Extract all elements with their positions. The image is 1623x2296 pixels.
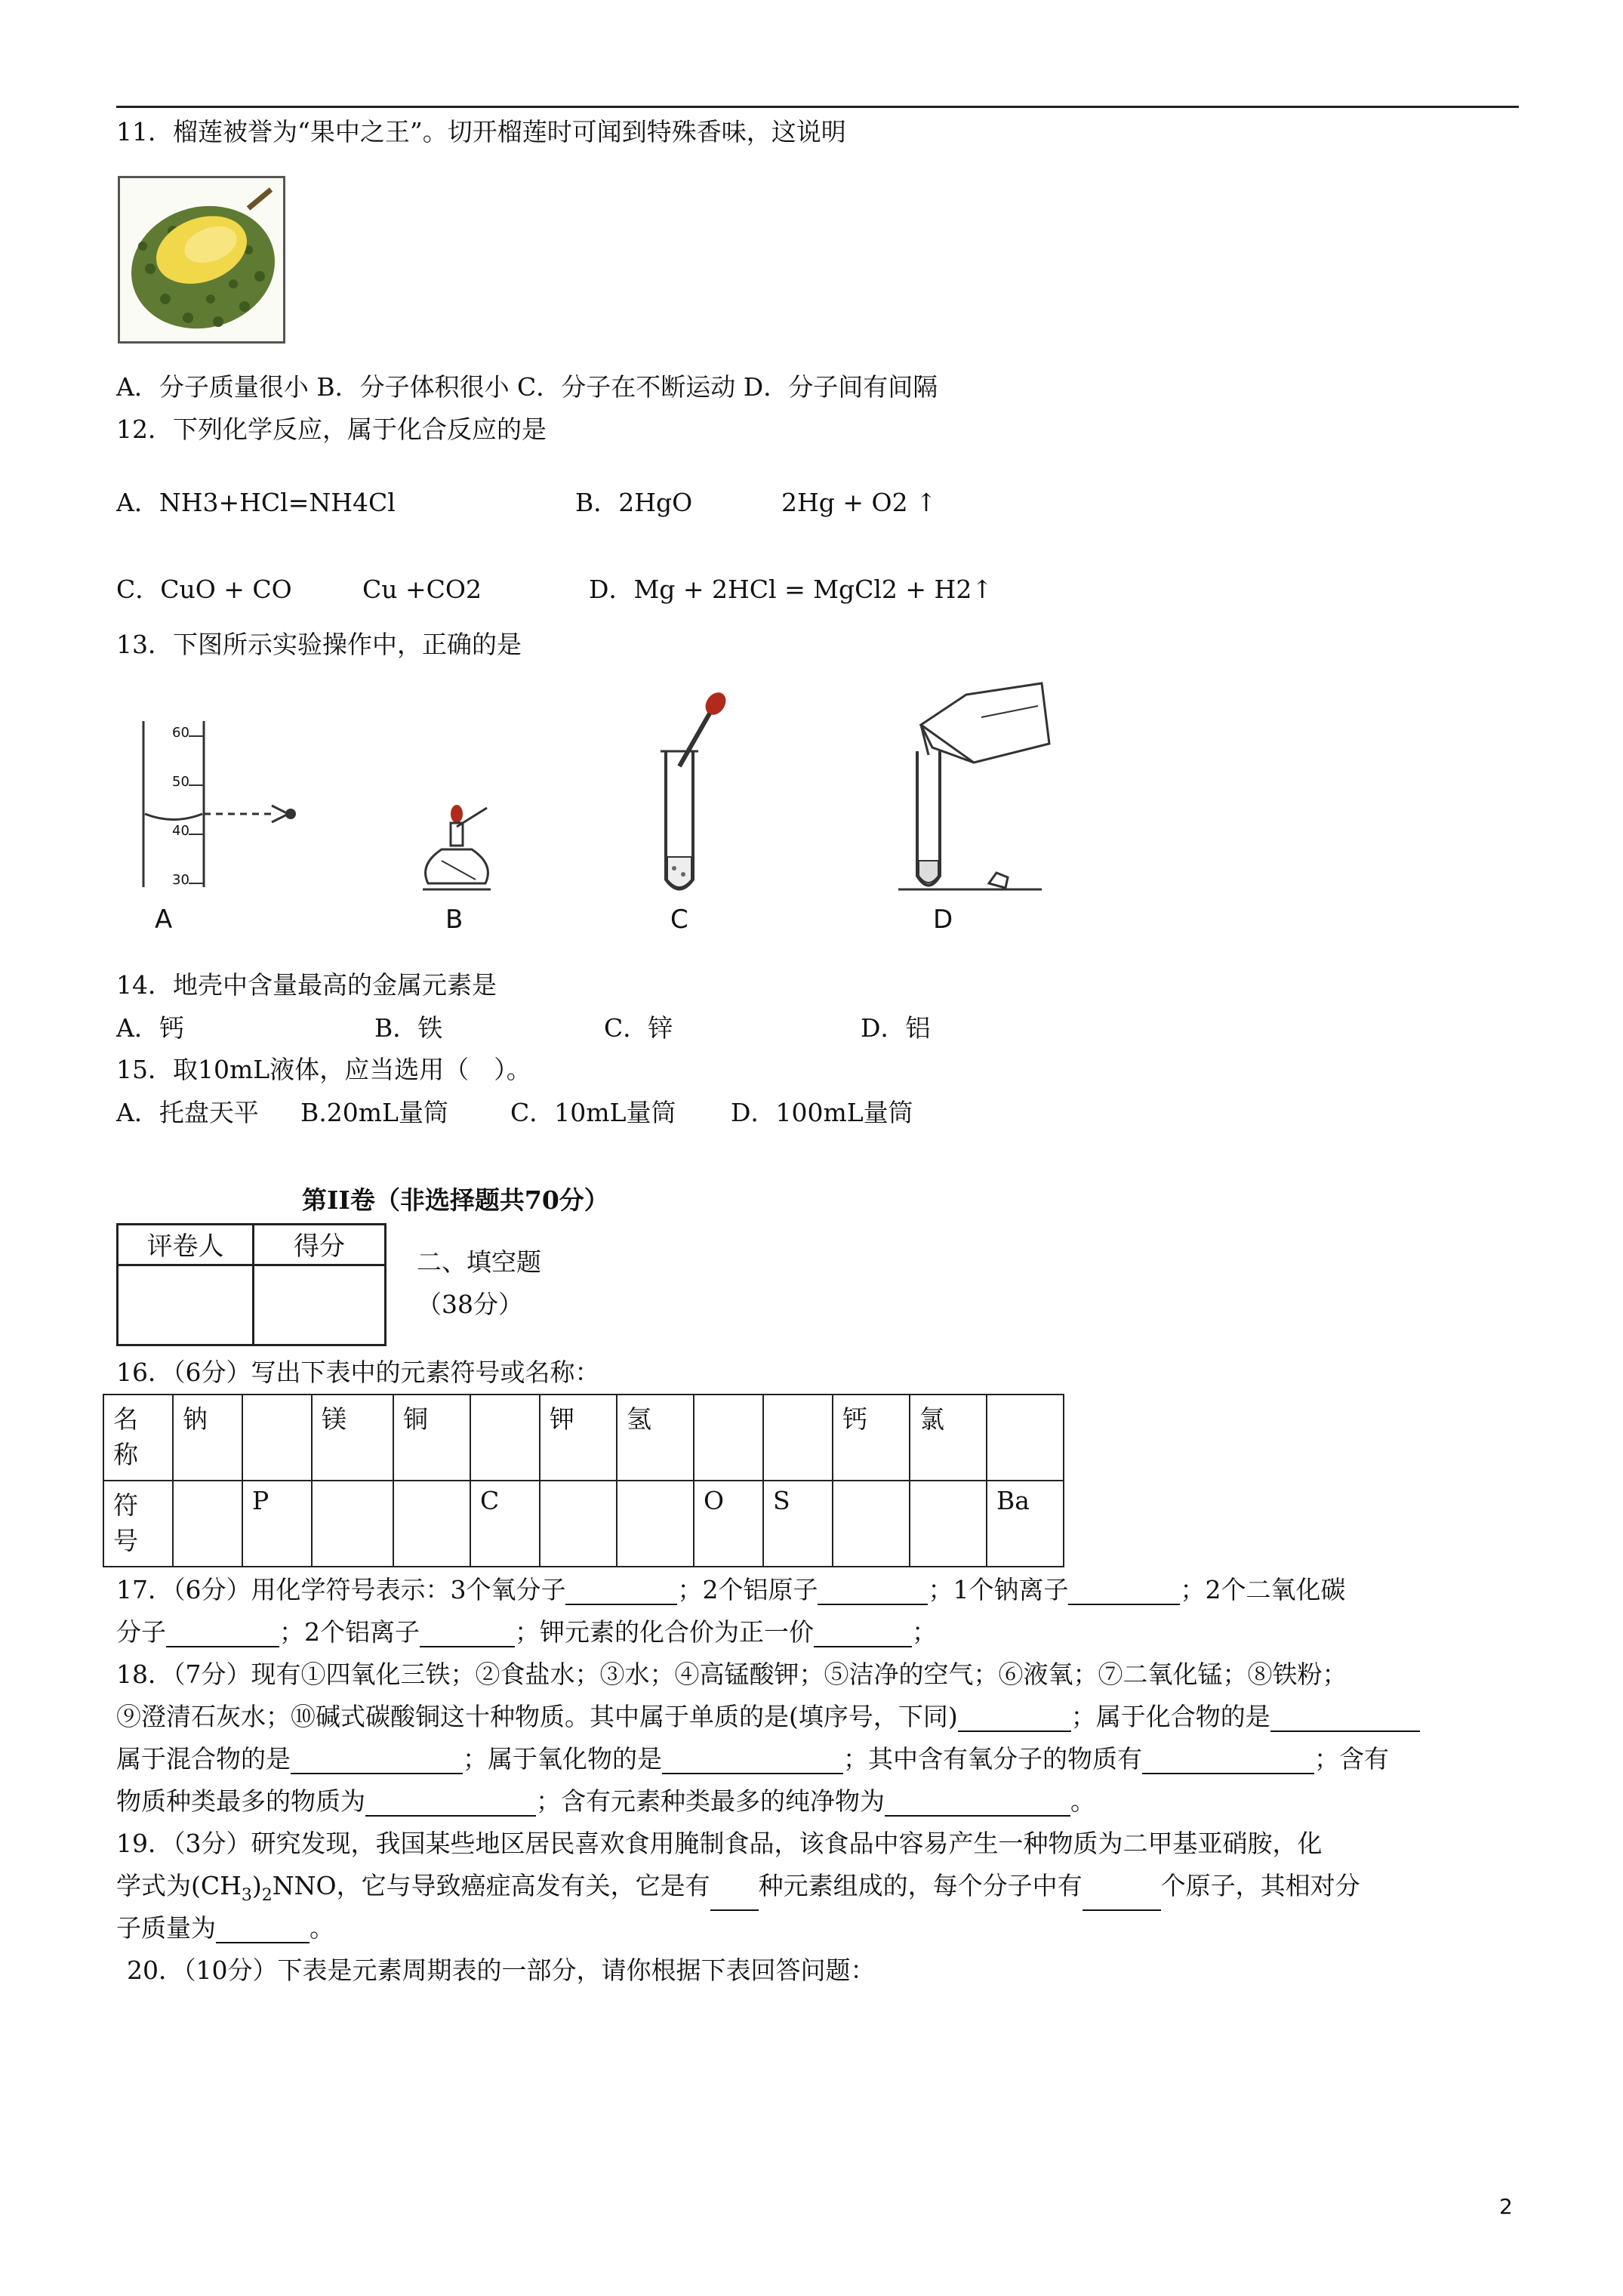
row-label-name: 名 称 — [103, 1395, 173, 1481]
alcohol-lamp-diagram — [411, 793, 525, 898]
symbol-cell: Ba — [987, 1481, 1064, 1567]
q18-line1: 18．（7分）现有①四氧化三铁；②食盐水；③水；④高锰酸钾；⑤洁净的空气；⑥液氧；⑦二氧化锰；⑧铁粉； — [116, 1660, 1347, 1689]
symbol-cell — [540, 1481, 617, 1567]
q19-line1: 19．（3分）研究发现，我国某些地区居民喜欢食用腌制食品，该食品中容易产生一种物质为二甲基亚硝胺，化 — [116, 1829, 1323, 1858]
symbol-cell: C — [470, 1481, 540, 1567]
grader-header: 评卷人 — [118, 1225, 254, 1265]
score-table — [116, 1223, 387, 1346]
q13-label-c: C — [670, 905, 688, 935]
name-cell: 钙 — [833, 1395, 910, 1481]
q13-label-a: A — [155, 905, 173, 935]
q17-line1: 17．（6分）用化学符号表示：3个氧分子 ；2个铝原子 ；1个钠离子 ；2个二氧化碳 — [116, 1575, 1346, 1604]
q12-option-c-reactants: C．CuO + CO — [116, 575, 292, 604]
element-name-row — [103, 1395, 1064, 1481]
symbol-cell: P — [242, 1481, 312, 1567]
q12-stem: 12．下列化学反应，属于化合反应的是 — [116, 415, 547, 444]
name-cell — [694, 1395, 763, 1481]
name-cell — [763, 1395, 833, 1481]
symbol-cell: S — [763, 1481, 833, 1567]
q13-label-d: D — [933, 905, 953, 935]
q15-option-d: D．100mL量筒 — [731, 1098, 913, 1127]
symbol-cell: O — [694, 1481, 763, 1567]
grader-cell — [118, 1265, 254, 1345]
name-cell: 铜 — [393, 1395, 470, 1481]
section-title: 第II卷（非选择题共70分） — [302, 1185, 609, 1215]
q14-option-a: A．钙 — [116, 1013, 184, 1043]
name-cell: 钾 — [540, 1395, 617, 1481]
name-cell — [987, 1395, 1064, 1481]
section-points: （38分） — [417, 1290, 523, 1319]
q14-option-c: C．锌 — [604, 1013, 673, 1043]
q15-option-c: C．10mL量筒 — [510, 1098, 676, 1127]
top-rule — [116, 106, 1519, 108]
q18-line4: 物质种类最多的物质为 ；含有元素种类最多的纯净物为 。 — [116, 1786, 1095, 1816]
q12-option-c-products: Cu +CO2 — [362, 575, 482, 604]
score-header: 得分 — [254, 1225, 386, 1265]
durian-image — [118, 176, 285, 344]
q18-line2: ⑨澄清石灰水；⑩碱式碳酸铜这十种物质。其中属于单质的是(填序号，下同) ；属于化合物的是 — [116, 1702, 1420, 1732]
q11-options: A．分子质量很小 B．分子体积很小 C．分子在不断运动 D．分子间有间隔 — [116, 372, 938, 402]
row-label-symbol: 符 号 — [103, 1481, 173, 1567]
symbol-cell — [393, 1481, 470, 1567]
q11-stem: 11．榴莲被誉为“果中之王”。切开榴莲时可闻到特殊香味，这说明 — [116, 117, 846, 146]
element-table — [103, 1394, 1064, 1567]
name-cell: 钠 — [173, 1395, 242, 1481]
name-cell — [242, 1395, 312, 1481]
q14-stem: 14．地壳中含量最高的金属元素是 — [116, 970, 497, 1000]
q20-stem: 20．（10分）下表是元素周期表的一部分，请你根据下表回答问题： — [127, 1955, 876, 1985]
pouring-liquid-diagram — [891, 680, 1057, 898]
q18-line3: 属于混合物的是 ；属于氧化物的是 ；其中含有氧分子的物质有 ；含有 — [116, 1744, 1389, 1774]
score-cell — [254, 1265, 386, 1345]
page-number: 2 — [1499, 2194, 1513, 2219]
cylinder-reading-diagram — [121, 713, 317, 895]
symbol-cell — [312, 1481, 393, 1567]
symbol-cell — [173, 1481, 242, 1567]
q15-option-b: B.20mL量筒 — [300, 1098, 448, 1127]
q15-option-a: A．托盘天平 — [116, 1098, 259, 1127]
cylinder-tick-40: 40 — [172, 823, 189, 839]
q12-option-b-products: 2Hg + O2 ↑ — [781, 488, 937, 517]
q19-line3: 子质量为 。 — [116, 1913, 334, 1943]
element-symbol-row — [103, 1481, 1064, 1567]
q15-stem: 15．取10mL液体，应当选用（ ）。 — [116, 1055, 531, 1084]
q16-stem: 16．（6分）写出下表中的元素符号或名称： — [116, 1358, 600, 1387]
q14-option-b: B．铁 — [374, 1013, 443, 1043]
q12-option-d: D．Mg + 2HCl = MgCl2 + H2↑ — [589, 575, 993, 604]
cylinder-tick-50: 50 — [172, 774, 189, 790]
symbol-cell — [833, 1481, 910, 1567]
q14-option-d: D．铝 — [861, 1013, 931, 1043]
q13-stem: 13．下图所示实验操作中，正确的是 — [116, 630, 522, 659]
name-cell — [470, 1395, 540, 1481]
section-heading: 二、填空题 — [417, 1247, 541, 1277]
q19-line2: 学式为$(CH_3)_2NNO$，它与导致癌症高发有关，它是有 种元素组成的，每个分子中有 个原子，其相对分 — [116, 1871, 1360, 1911]
cylinder-tick-60: 60 — [172, 725, 189, 741]
cylinder-tick-30: 30 — [172, 872, 189, 888]
name-cell: 氢 — [617, 1395, 694, 1481]
durian-icon — [120, 178, 283, 341]
dropper-test-tube-diagram — [649, 687, 740, 898]
q12-option-a: A．NH3+HCl=NH4Cl — [116, 488, 396, 517]
symbol-cell — [617, 1481, 694, 1567]
q12-option-b-reactants: B．2HgO — [575, 488, 693, 517]
q17-line2: 分子 ；2个铝离子 ；钾元素的化合价为正一价 ； — [116, 1617, 937, 1647]
q13-label-b: B — [445, 905, 463, 935]
symbol-cell — [910, 1481, 987, 1567]
name-cell: 镁 — [312, 1395, 393, 1481]
name-cell: 氯 — [910, 1395, 987, 1481]
